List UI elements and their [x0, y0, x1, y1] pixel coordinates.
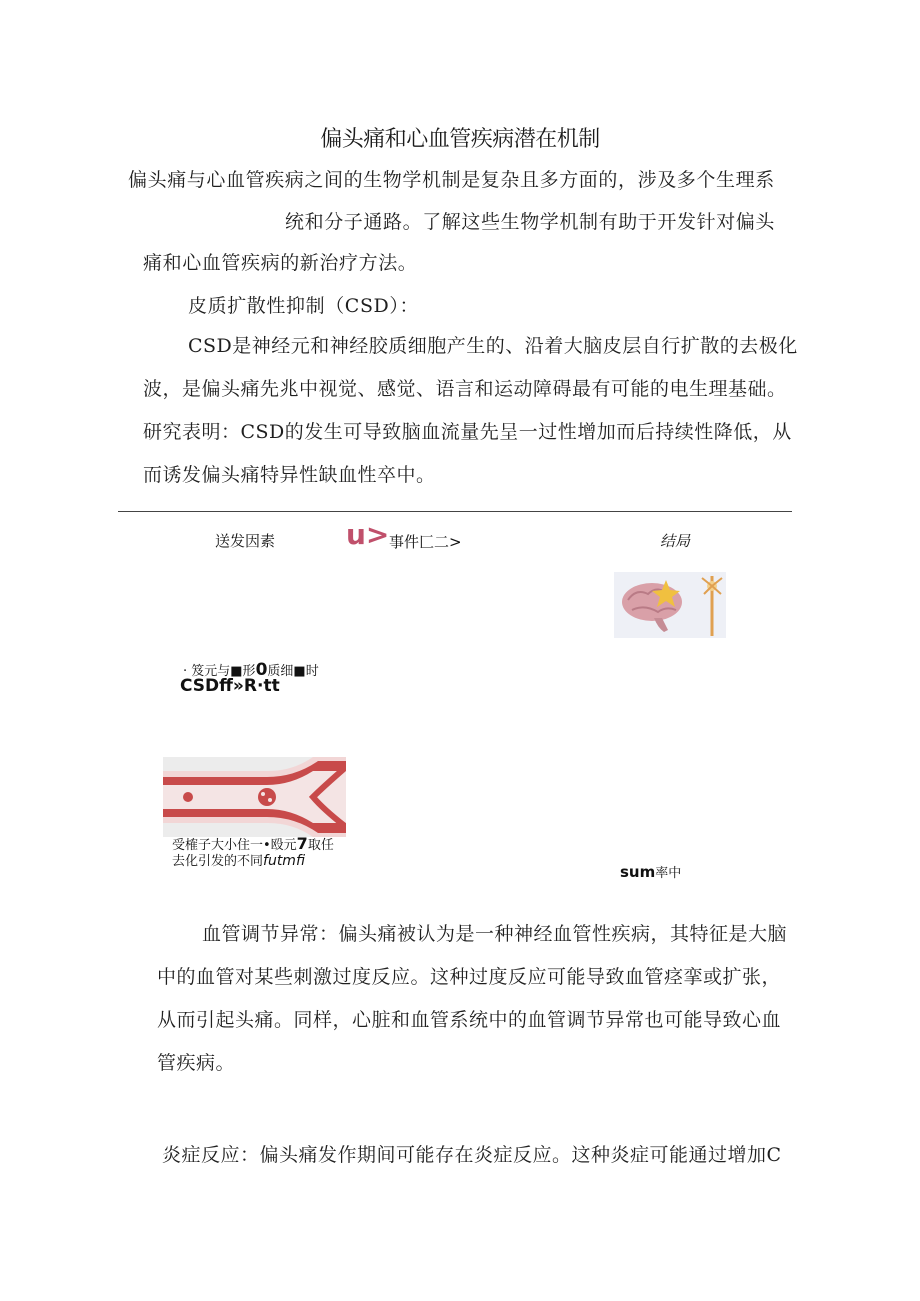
vessel-illustration	[163, 757, 346, 837]
csd-paragraph: CSD是神经元和神经胶质细胞产生的、沿着大脑皮层自行扩散的去极化波，是偏头痛先兆中视觉、感觉、语言和运动障碍最有可能的电生理基础。研究表明：CSD的发生可导致脑血流量先呈一过性增加而后持续性降低，从而诱发偏头痛特异性缺血性卒中。	[143, 335, 798, 486]
outcome-label: sum率中	[620, 863, 682, 881]
intro-line-3: 痛和心血管疾病的新治疗方法。	[143, 252, 418, 274]
brain-icon	[614, 572, 726, 638]
blood-vessel-icon	[163, 757, 346, 837]
figure-col-outcome-header: 结局	[660, 532, 691, 550]
vessel-label-line-1: 受榷子大小住一•殴元7取任	[172, 834, 334, 853]
brain-neuron-illustration	[614, 572, 726, 638]
figure-col-event-header: 事件匚二>	[389, 533, 462, 551]
trigger-label-line-2: CSDff»R·tt	[180, 676, 280, 696]
figure-col-event-prefix: u>	[346, 518, 390, 551]
figure-col-trigger-header: 送发因素	[215, 532, 276, 550]
inflammation-paragraph: 炎症反应：偏头痛发作期间可能存在炎症反应。这种炎症可能通过增加C	[162, 1144, 782, 1166]
vascular-paragraph: 血管调节异常：偏头痛被认为是一种神经血管性疾病，其特征是大脑中的血管对某些刺激过度反应。这种过度反应可能导致血管痉挛或扩张，从而引起头痛。同样，心脏和血管系统中的血管调节异常也可能导致心血管疾病。	[157, 923, 788, 1074]
figure-divider	[118, 511, 792, 512]
trigger-label-line-1: · 笈元与■形0质细■时	[183, 660, 319, 680]
page-title: 偏头痛和心血管疾病潜在机制	[320, 127, 600, 152]
intro-line-1: 偏头痛与心血管疾病之间的生物学机制是复杂且多方面的，涉及多个生理系	[128, 169, 775, 191]
vessel-label-line-2: 去化引发的不同futmfi	[172, 853, 305, 869]
intro-line-2: 统和分子通路。了解这些生物学机制有助于开发针对偏头	[285, 211, 776, 233]
csd-heading: 皮质扩散性抑制（CSD）：	[188, 295, 420, 317]
